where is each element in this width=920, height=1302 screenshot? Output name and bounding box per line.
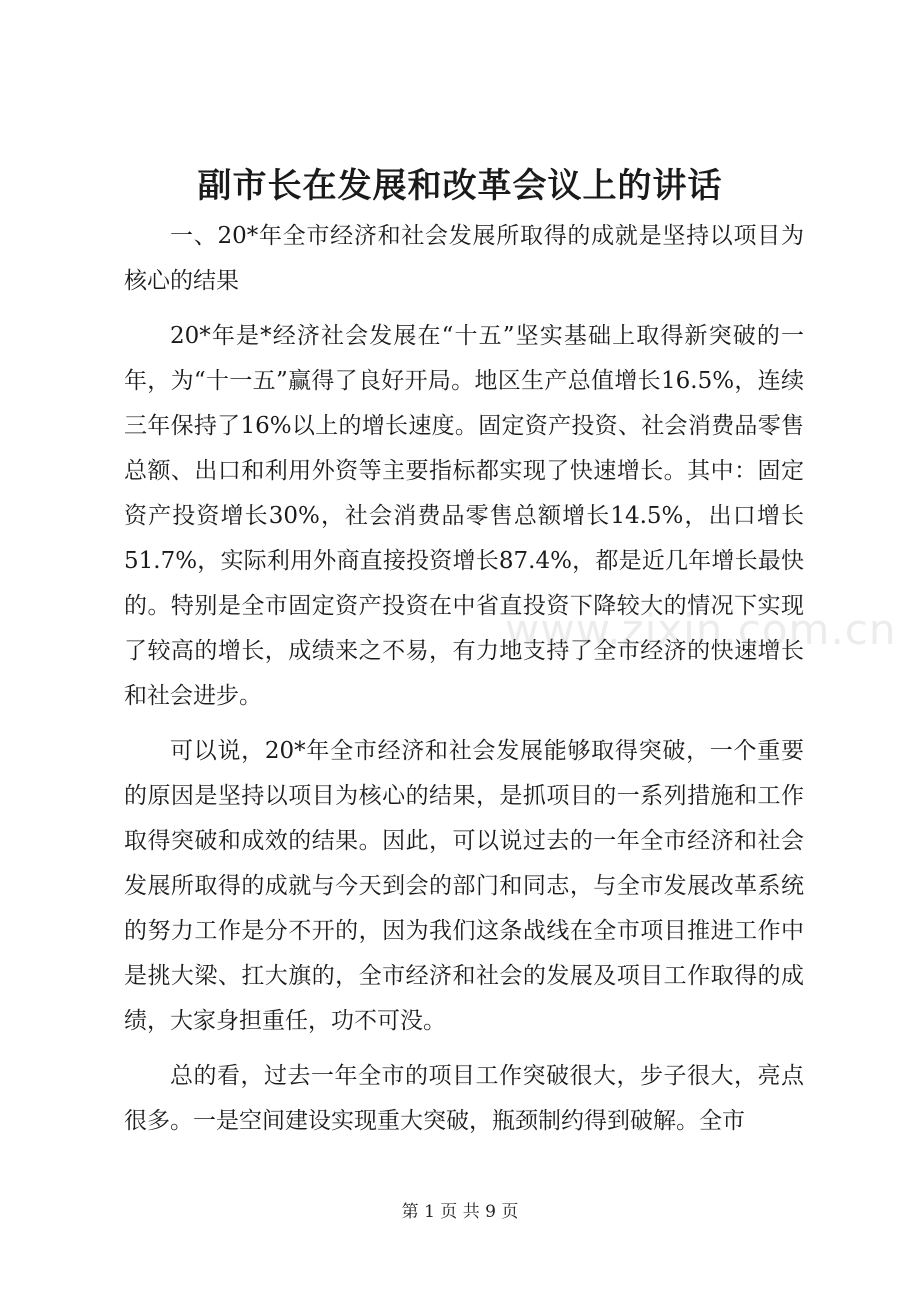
paragraph: 20*年是*经济社会发展在“十五”坚实基础上取得新突破的一年，为“十一五”赢得了良好开局。地区生产总值增长16.5%，连续三年保持了16%以上的增长速度。固定资产投资、社会消费品零售总额、出口和利用外资等主要指标都实现了快速增长。其中：固定资产投资增长30%，社会消费品零售总额增长14.5%，出口增长51.7%，实际利用外商直接投资增长87.4%，都是近几年增长最快的。特别是全市固定资产投资在中省直投资下降较大的情况下实现了较高的增长，成绩来之不易，有力地支持了全市经济的快速增长和社会进步。	[124, 323, 804, 709]
watermark: www.zixin.com.cn	[505, 605, 897, 654]
page-footer: 第 1 页 共 9 页	[401, 1202, 519, 1222]
document-title: 副市长在发展和改革会议上的讲话	[197, 166, 723, 206]
paragraph: 可以说，20*年全市经济和社会发展能够取得突破，一个重要的原因是坚持以项目为核心的结果，是抓项目的一系列措施和工作取得突破和成效的结果。因此，可以说过去的一年全市经济和社会发展所取得的成就与今天到会的部门和同志，与全市发展改革系统的努力工作是分不开的，因为我们这条战线在全市项目推进工作中是挑大梁、扛大旗的，全市经济和社会的发展及项目工作取得的成绩，大家身担重任，功不可没。	[124, 738, 804, 1034]
paragraph-heading: 一、20*年全市经济和社会发展所取得的成就是坚持以项目为核心的结果	[124, 223, 804, 294]
document-body	[124, 214, 804, 1154]
paragraph: 总的看，过去一年全市的项目工作突破很大，步子很大，亮点很多。一是空间建设实现重大突破，瓶颈制约得到破解。全市	[124, 1063, 804, 1134]
